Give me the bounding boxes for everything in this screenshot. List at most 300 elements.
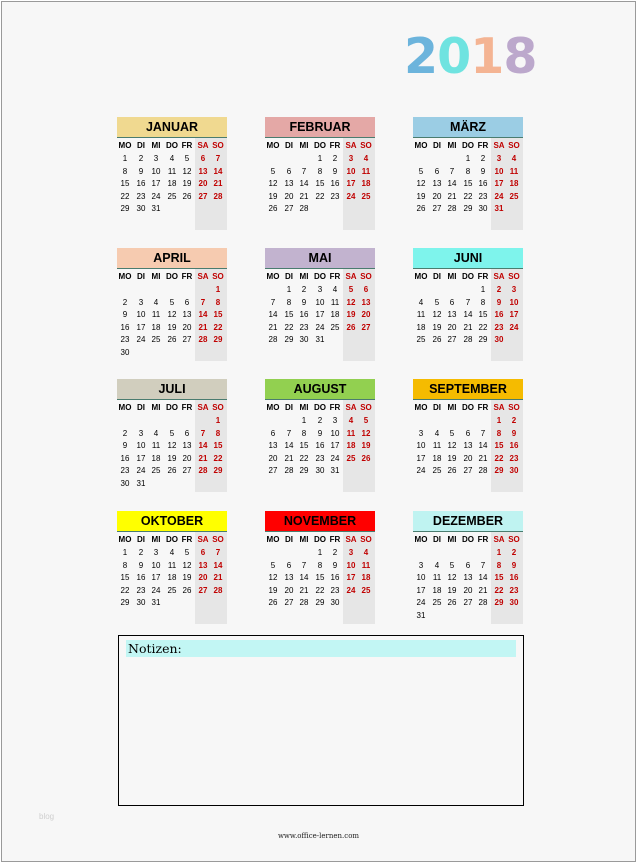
day-cell[interactable]: 16 [120, 322, 130, 332]
day-cell[interactable]: 19 [346, 310, 356, 320]
day-cell[interactable]: 17 [315, 310, 325, 320]
day-cell[interactable]: 21 [478, 585, 488, 595]
day-cell[interactable]: 6 [184, 297, 190, 307]
day-cell[interactable]: 19 [416, 191, 426, 201]
day-cell[interactable]: 17 [416, 585, 426, 595]
day-cell[interactable]: 3 [418, 428, 424, 438]
day-cell[interactable]: 28 [284, 466, 294, 476]
day-cell[interactable]: 3 [153, 154, 159, 163]
day-cell[interactable]: 25 [432, 466, 442, 476]
day-cell[interactable]: 22 [284, 322, 294, 332]
day-cell[interactable]: 18 [346, 441, 356, 451]
day-cell[interactable]: 18 [330, 310, 340, 320]
day-cell[interactable]: 16 [509, 441, 519, 451]
day-cell[interactable]: 3 [496, 154, 502, 163]
day-cell[interactable]: 2 [301, 285, 307, 294]
day-cell[interactable]: 2 [317, 416, 323, 425]
day-cell[interactable]: 7 [480, 428, 486, 438]
day-cell[interactable]: 27 [432, 204, 442, 214]
notes-box[interactable] [118, 635, 524, 806]
day-cell[interactable]: 27 [284, 204, 294, 214]
day-cell[interactable]: 10 [346, 166, 356, 176]
day-cell[interactable]: 21 [447, 191, 457, 201]
day-cell[interactable]: 5 [184, 154, 190, 163]
day-cell[interactable]: 1 [286, 285, 292, 294]
day-cell[interactable]: 22 [315, 585, 325, 595]
day-cell[interactable]: 5 [434, 297, 440, 307]
day-cell[interactable]: 19 [447, 585, 457, 595]
day-cell[interactable]: 5 [169, 297, 175, 307]
day-cell[interactable]: 20 [284, 585, 294, 595]
day-cell[interactable]: 27 [284, 598, 294, 608]
day-cell[interactable]: 26 [167, 335, 177, 345]
day-cell[interactable]: 1 [122, 548, 128, 557]
day-cell[interactable]: 9 [511, 560, 517, 570]
day-cell[interactable]: 23 [120, 466, 130, 476]
day-cell[interactable]: 21 [213, 573, 223, 583]
day-cell[interactable]: 6 [184, 428, 190, 438]
day-cell[interactable]: 23 [494, 322, 504, 332]
day-cell[interactable]: 23 [120, 335, 130, 345]
day-cell[interactable]: 8 [465, 166, 471, 176]
day-cell[interactable]: 11 [151, 310, 161, 320]
day-cell[interactable]: 13 [182, 441, 192, 451]
day-cell[interactable]: 26 [447, 466, 457, 476]
day-cell[interactable]: 15 [478, 310, 488, 320]
day-cell[interactable]: 29 [315, 598, 325, 608]
day-cell[interactable]: 4 [348, 416, 354, 425]
day-cell[interactable]: 26 [182, 585, 192, 595]
day-cell[interactable]: 30 [478, 204, 488, 214]
day-cell[interactable]: 4 [169, 154, 175, 163]
day-cell[interactable]: 17 [136, 453, 146, 463]
day-cell[interactable]: 26 [268, 204, 278, 214]
day-cell[interactable]: 8 [215, 297, 221, 307]
day-cell[interactable]: 24 [494, 191, 504, 201]
day-cell[interactable]: 13 [284, 573, 294, 583]
day-cell[interactable]: 30 [299, 335, 309, 345]
day-cell[interactable]: 31 [315, 335, 325, 345]
day-cell[interactable]: 11 [432, 573, 442, 583]
day-cell[interactable]: 13 [198, 560, 208, 570]
day-cell[interactable]: 25 [167, 191, 177, 201]
day-cell[interactable]: 14 [463, 310, 473, 320]
day-cell[interactable]: 22 [494, 453, 504, 463]
day-cell[interactable]: 2 [511, 416, 517, 425]
day-cell[interactable]: 23 [299, 322, 309, 332]
day-cell[interactable]: 9 [496, 297, 502, 307]
day-cell[interactable]: 7 [215, 548, 221, 557]
day-cell[interactable]: 17 [416, 453, 426, 463]
day-cell[interactable]: 3 [153, 548, 159, 557]
day-cell[interactable]: 21 [463, 322, 473, 332]
day-cell[interactable]: 14 [213, 166, 223, 176]
day-cell[interactable]: 1 [122, 154, 128, 163]
day-cell[interactable]: 16 [315, 441, 325, 451]
day-cell[interactable]: 6 [286, 166, 292, 176]
day-cell[interactable]: 24 [151, 191, 161, 201]
day-cell[interactable]: 11 [346, 428, 356, 438]
day-cell[interactable]: 2 [511, 548, 517, 557]
day-cell[interactable]: 29 [463, 204, 473, 214]
day-cell[interactable]: 22 [463, 191, 473, 201]
day-cell[interactable]: 11 [432, 441, 442, 451]
day-cell[interactable]: 21 [198, 322, 208, 332]
day-cell[interactable]: 4 [418, 297, 424, 307]
day-cell[interactable]: 18 [432, 453, 442, 463]
day-cell[interactable]: 27 [361, 322, 371, 332]
day-cell[interactable]: 20 [447, 322, 457, 332]
day-cell[interactable]: 27 [198, 191, 208, 201]
day-cell[interactable]: 18 [167, 573, 177, 583]
day-cell[interactable]: 25 [361, 191, 371, 201]
day-cell[interactable]: 26 [268, 598, 278, 608]
day-cell[interactable]: 10 [494, 166, 504, 176]
day-cell[interactable]: 4 [153, 297, 159, 307]
day-cell[interactable]: 12 [167, 441, 177, 451]
day-cell[interactable]: 20 [284, 191, 294, 201]
day-cell[interactable]: 14 [198, 310, 208, 320]
day-cell[interactable]: 23 [509, 453, 519, 463]
day-cell[interactable]: 29 [494, 598, 504, 608]
day-cell[interactable]: 20 [361, 310, 371, 320]
day-cell[interactable]: 17 [151, 179, 161, 189]
day-cell[interactable]: 18 [151, 322, 161, 332]
day-cell[interactable]: 15 [213, 310, 223, 320]
day-cell[interactable]: 13 [463, 573, 473, 583]
day-cell[interactable]: 27 [182, 335, 192, 345]
day-cell[interactable]: 6 [449, 297, 455, 307]
day-cell[interactable]: 18 [416, 322, 426, 332]
day-cell[interactable]: 9 [511, 428, 517, 438]
day-cell[interactable]: 12 [447, 573, 457, 583]
day-cell[interactable]: 30 [315, 466, 325, 476]
day-cell[interactable]: 23 [315, 453, 325, 463]
day-cell[interactable]: 18 [361, 573, 371, 583]
day-cell[interactable]: 4 [332, 285, 338, 294]
day-cell[interactable]: 5 [348, 285, 354, 294]
day-cell[interactable]: 16 [120, 453, 130, 463]
day-cell[interactable]: 9 [332, 560, 338, 570]
day-cell[interactable]: 6 [465, 560, 471, 570]
day-cell[interactable]: 25 [509, 191, 519, 201]
day-cell[interactable]: 15 [284, 310, 294, 320]
day-cell[interactable]: 30 [494, 335, 504, 345]
day-cell[interactable]: 8 [286, 297, 292, 307]
day-cell[interactable]: 11 [361, 166, 371, 176]
day-cell[interactable]: 17 [346, 179, 356, 189]
day-cell[interactable]: 11 [361, 560, 371, 570]
day-cell[interactable]: 9 [332, 166, 338, 176]
day-cell[interactable]: 31 [416, 611, 426, 620]
day-cell[interactable]: 5 [418, 166, 424, 176]
day-cell[interactable]: 2 [480, 154, 486, 163]
day-cell[interactable]: 10 [330, 428, 340, 438]
day-cell[interactable]: 10 [151, 166, 161, 176]
day-cell[interactable]: 2 [138, 154, 144, 163]
day-cell[interactable]: 12 [361, 428, 371, 438]
day-cell[interactable]: 10 [416, 573, 426, 583]
day-cell[interactable]: 28 [299, 204, 309, 214]
day-cell[interactable]: 10 [315, 297, 325, 307]
day-cell[interactable]: 20 [182, 322, 192, 332]
day-cell[interactable]: 18 [361, 179, 371, 189]
day-cell[interactable]: 24 [151, 585, 161, 595]
day-cell[interactable]: 23 [136, 191, 146, 201]
day-cell[interactable]: 6 [270, 428, 276, 438]
day-cell[interactable]: 16 [136, 179, 146, 189]
day-cell[interactable]: 16 [330, 179, 340, 189]
day-cell[interactable]: 7 [286, 428, 292, 438]
day-cell[interactable]: 18 [509, 179, 519, 189]
day-cell[interactable]: 30 [120, 479, 130, 488]
day-cell[interactable]: 28 [463, 335, 473, 345]
day-cell[interactable]: 22 [213, 453, 223, 463]
day-cell[interactable]: 22 [213, 322, 223, 332]
day-cell[interactable]: 7 [301, 166, 307, 176]
day-cell[interactable]: 16 [509, 573, 519, 583]
day-cell[interactable]: 25 [346, 453, 356, 463]
day-cell[interactable]: 1 [496, 416, 502, 425]
day-cell[interactable]: 19 [361, 441, 371, 451]
day-cell[interactable]: 8 [496, 428, 502, 438]
day-cell[interactable]: 27 [447, 335, 457, 345]
day-cell[interactable]: 1 [480, 285, 486, 294]
day-cell[interactable]: 25 [432, 598, 442, 608]
day-cell[interactable]: 31 [136, 479, 146, 488]
day-cell[interactable]: 29 [120, 204, 130, 214]
day-cell[interactable]: 14 [299, 179, 309, 189]
day-cell[interactable]: 15 [120, 179, 130, 189]
day-cell[interactable]: 30 [509, 466, 519, 476]
day-cell[interactable]: 2 [138, 548, 144, 557]
day-cell[interactable]: 2 [122, 428, 128, 438]
day-cell[interactable]: 1 [301, 416, 307, 425]
day-cell[interactable]: 12 [268, 573, 278, 583]
day-cell[interactable]: 1 [317, 154, 323, 163]
day-cell[interactable]: 16 [330, 573, 340, 583]
day-cell[interactable]: 2 [122, 297, 128, 307]
day-cell[interactable]: 30 [136, 598, 146, 608]
day-cell[interactable]: 12 [268, 179, 278, 189]
day-cell[interactable]: 21 [299, 585, 309, 595]
day-cell[interactable]: 26 [361, 453, 371, 463]
day-cell[interactable]: 31 [494, 204, 504, 214]
day-cell[interactable]: 19 [432, 322, 442, 332]
day-cell[interactable]: 9 [317, 428, 323, 438]
day-cell[interactable]: 25 [416, 335, 426, 345]
day-cell[interactable]: 2 [496, 285, 502, 294]
day-cell[interactable]: 31 [151, 598, 161, 608]
day-cell[interactable]: 3 [348, 548, 354, 557]
day-cell[interactable]: 18 [151, 453, 161, 463]
day-cell[interactable]: 25 [361, 585, 371, 595]
day-cell[interactable]: 21 [213, 179, 223, 189]
day-cell[interactable]: 21 [268, 322, 278, 332]
day-cell[interactable]: 12 [182, 166, 192, 176]
day-cell[interactable]: 15 [315, 179, 325, 189]
day-cell[interactable]: 16 [136, 573, 146, 583]
day-cell[interactable]: 6 [363, 285, 369, 294]
day-cell[interactable]: 29 [213, 466, 223, 476]
day-cell[interactable]: 12 [346, 297, 356, 307]
day-cell[interactable]: 12 [416, 179, 426, 189]
day-cell[interactable]: 22 [120, 585, 130, 595]
day-cell[interactable]: 8 [480, 297, 486, 307]
day-cell[interactable]: 30 [120, 348, 130, 357]
day-cell[interactable]: 8 [317, 166, 323, 176]
day-cell[interactable]: 19 [447, 453, 457, 463]
day-cell[interactable]: 12 [182, 560, 192, 570]
day-cell[interactable]: 15 [299, 441, 309, 451]
day-cell[interactable]: 10 [509, 297, 519, 307]
day-cell[interactable]: 15 [463, 179, 473, 189]
day-cell[interactable]: 16 [299, 310, 309, 320]
day-cell[interactable]: 6 [286, 560, 292, 570]
day-cell[interactable]: 11 [151, 441, 161, 451]
day-cell[interactable]: 24 [346, 585, 356, 595]
day-cell[interactable]: 13 [284, 179, 294, 189]
day-cell[interactable]: 6 [434, 166, 440, 176]
day-cell[interactable]: 19 [182, 179, 192, 189]
day-cell[interactable]: 14 [447, 179, 457, 189]
day-cell[interactable]: 28 [447, 204, 457, 214]
day-cell[interactable]: 24 [315, 322, 325, 332]
day-cell[interactable]: 27 [198, 585, 208, 595]
day-cell[interactable]: 1 [215, 285, 221, 294]
day-cell[interactable]: 18 [432, 585, 442, 595]
day-cell[interactable]: 9 [122, 310, 128, 320]
day-cell[interactable]: 7 [449, 166, 455, 176]
day-cell[interactable]: 19 [182, 573, 192, 583]
day-cell[interactable]: 1 [496, 548, 502, 557]
day-cell[interactable]: 28 [198, 335, 208, 345]
day-cell[interactable]: 22 [315, 191, 325, 201]
day-cell[interactable]: 24 [509, 322, 519, 332]
day-cell[interactable]: 31 [151, 204, 161, 214]
day-cell[interactable]: 17 [151, 573, 161, 583]
day-cell[interactable]: 24 [136, 466, 146, 476]
day-cell[interactable]: 7 [301, 560, 307, 570]
day-cell[interactable]: 2 [332, 548, 338, 557]
day-cell[interactable]: 24 [346, 191, 356, 201]
day-cell[interactable]: 8 [215, 428, 221, 438]
day-cell[interactable]: 19 [268, 191, 278, 201]
day-cell[interactable]: 8 [122, 560, 128, 570]
day-cell[interactable]: 24 [136, 335, 146, 345]
day-cell[interactable]: 29 [478, 335, 488, 345]
day-cell[interactable]: 3 [511, 285, 517, 294]
day-cell[interactable]: 29 [494, 466, 504, 476]
day-cell[interactable]: 20 [198, 573, 208, 583]
day-cell[interactable]: 26 [447, 598, 457, 608]
day-cell[interactable]: 8 [496, 560, 502, 570]
day-cell[interactable]: 22 [494, 585, 504, 595]
day-cell[interactable]: 24 [330, 453, 340, 463]
day-cell[interactable]: 1 [215, 416, 221, 425]
day-cell[interactable]: 3 [317, 285, 323, 294]
day-cell[interactable]: 21 [284, 453, 294, 463]
day-cell[interactable]: 26 [167, 466, 177, 476]
day-cell[interactable]: 16 [478, 179, 488, 189]
day-cell[interactable]: 12 [167, 310, 177, 320]
day-cell[interactable]: 6 [200, 548, 206, 557]
day-cell[interactable]: 26 [432, 335, 442, 345]
day-cell[interactable]: 17 [494, 179, 504, 189]
day-cell[interactable]: 1 [317, 548, 323, 557]
day-cell[interactable]: 19 [167, 453, 177, 463]
day-cell[interactable]: 3 [332, 416, 338, 425]
day-cell[interactable]: 20 [268, 453, 278, 463]
day-cell[interactable]: 29 [284, 335, 294, 345]
day-cell[interactable]: 5 [184, 548, 190, 557]
day-cell[interactable]: 26 [182, 191, 192, 201]
day-cell[interactable]: 20 [182, 453, 192, 463]
day-cell[interactable]: 23 [330, 191, 340, 201]
day-cell[interactable]: 28 [478, 466, 488, 476]
day-cell[interactable]: 3 [348, 154, 354, 163]
day-cell[interactable]: 5 [270, 166, 276, 176]
day-cell[interactable]: 26 [416, 204, 426, 214]
day-cell[interactable]: 30 [136, 204, 146, 214]
day-cell[interactable]: 13 [182, 310, 192, 320]
day-cell[interactable]: 21 [198, 453, 208, 463]
day-cell[interactable]: 30 [330, 598, 340, 608]
day-cell[interactable]: 17 [136, 322, 146, 332]
day-cell[interactable]: 29 [213, 335, 223, 345]
day-cell[interactable]: 7 [200, 297, 206, 307]
day-cell[interactable]: 28 [299, 598, 309, 608]
day-cell[interactable]: 7 [200, 428, 206, 438]
day-cell[interactable]: 13 [447, 310, 457, 320]
day-cell[interactable]: 3 [138, 428, 144, 438]
day-cell[interactable]: 28 [478, 598, 488, 608]
day-cell[interactable]: 9 [138, 166, 144, 176]
day-cell[interactable]: 29 [120, 598, 130, 608]
day-cell[interactable]: 13 [463, 441, 473, 451]
day-cell[interactable]: 9 [480, 166, 486, 176]
day-cell[interactable]: 11 [509, 166, 519, 176]
day-cell[interactable]: 3 [418, 560, 424, 570]
day-cell[interactable]: 4 [363, 154, 369, 163]
day-cell[interactable]: 22 [299, 453, 309, 463]
day-cell[interactable]: 7 [215, 154, 221, 163]
day-cell[interactable]: 18 [167, 179, 177, 189]
day-cell[interactable]: 20 [463, 585, 473, 595]
day-cell[interactable]: 7 [480, 560, 486, 570]
day-cell[interactable]: 22 [120, 191, 130, 201]
day-cell[interactable]: 9 [138, 560, 144, 570]
day-cell[interactable]: 25 [330, 322, 340, 332]
day-cell[interactable]: 15 [315, 573, 325, 583]
day-cell[interactable]: 17 [346, 573, 356, 583]
day-cell[interactable]: 21 [299, 191, 309, 201]
day-cell[interactable]: 29 [299, 466, 309, 476]
day-cell[interactable]: 25 [167, 585, 177, 595]
day-cell[interactable]: 27 [463, 598, 473, 608]
day-cell[interactable]: 8 [301, 428, 307, 438]
day-cell[interactable]: 14 [299, 573, 309, 583]
day-cell[interactable]: 23 [330, 585, 340, 595]
day-cell[interactable]: 12 [432, 310, 442, 320]
day-cell[interactable]: 14 [478, 441, 488, 451]
day-cell[interactable]: 19 [268, 585, 278, 595]
day-cell[interactable]: 4 [153, 428, 159, 438]
day-cell[interactable]: 5 [363, 416, 369, 425]
day-cell[interactable]: 31 [330, 466, 340, 476]
day-cell[interactable]: 10 [136, 310, 146, 320]
day-cell[interactable]: 13 [268, 441, 278, 451]
